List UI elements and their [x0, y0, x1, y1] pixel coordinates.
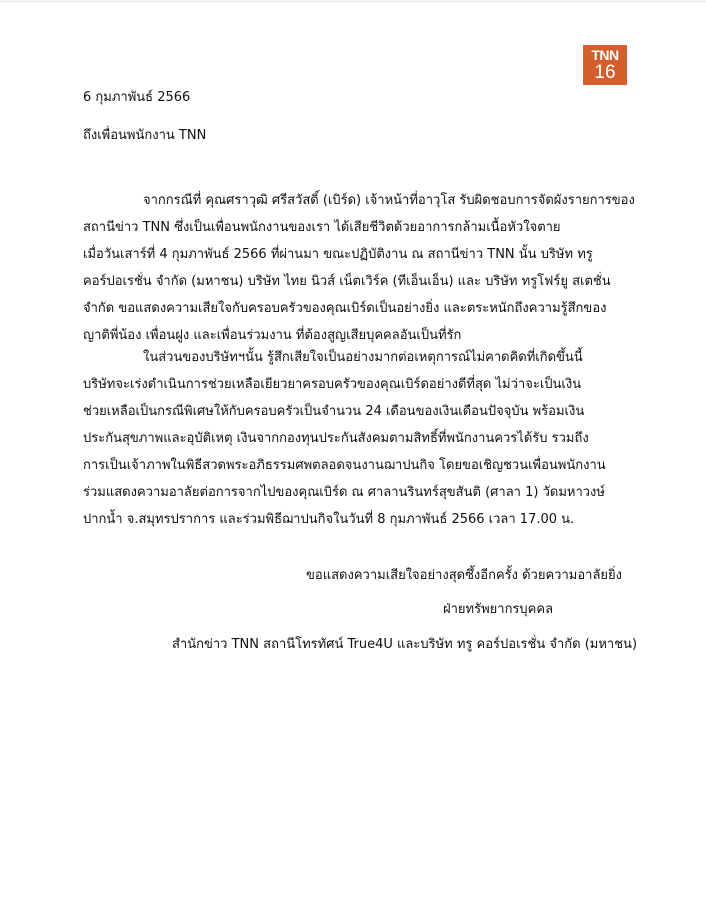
paragraph-line: ญาติพี่น้อง เพื่อนฝูง และเพื่อนร่วมงาน ที่ต้องสูญเสียบุคคลอันเป็นที่รัก: [83, 328, 462, 343]
paragraph-line: ประกันสุขภาพและอุบัติเหตุ เงินจากกองทุนประกันสังคมตามสิทธิ์ที่พนักงานควรได้รับ รวมถึง: [83, 431, 589, 446]
signature-organization: สำนักข่าว TNN สถานีโทรทัศน์ True4U และบริษัท ทรู คอร์ปอเรชั่น จำกัด (มหาชน): [172, 637, 638, 652]
paragraph-line: จำกัด ขอแสดงความเสียใจกับครอบครัวของคุณเบิร์ดเป็นอย่างยิ่ง และตระหนักถึงความรู้สึกของ: [83, 301, 607, 316]
paragraph-line: บริษัทจะเร่งดำเนินการช่วยเหลือเยียวยาครอบครัวของคุณเบิร์ดอย่างดีที่สุด ไม่ว่าจะเป็นเงิน: [83, 377, 582, 392]
page-top-edge: [0, 0, 706, 3]
paragraph-line: สถานีข่าว TNN ซึ่งเป็นเพื่อนพนักงานของเรา ได้เสียชีวิตด้วยอาการกล้ามเนื้อหัวใจตาย: [83, 220, 561, 235]
closing-statement: ขอแสดงความเสียใจอย่างสุดซึ้งอีกครั้ง ด้วยความอาลัยยิ่ง: [306, 568, 622, 583]
paragraph-line: จากกรณีที่ คุณศราวุฒิ ศรีสวัสดิ์ (เบิร์ด) เจ้าหน้าที่อาวุโส รับผิดชอบการจัดผังรายการของ: [143, 193, 635, 208]
paragraph-line: ช่วยเหลือเป็นกรณีพิเศษให้กับครอบครัวเป็นจำนวน 24 เดือนของเงินเดือนปัจจุบัน พร้อมเงิน: [83, 404, 585, 419]
paragraph-line: ร่วมแสดงความอาลัยต่อการจากไปของคุณเบิร์ด ณ ศาลานรินทร์สุขสันติ (ศาลา 1) วัดมหาวงษ์: [83, 485, 605, 500]
paragraph-condolence: [83, 187, 635, 349]
paragraph-line: ปากน้ำ จ.สมุทรปราการ และร่วมพิธีฌาปนกิจในวันที่ 8 กุมภาพันธ์ 2566 เวลา 17.00 น.: [83, 512, 575, 527]
logo-text-channel: 16: [594, 62, 616, 83]
tnn16-logo: [583, 45, 627, 85]
signature-department: ฝ่ายทรัพยากรบุคคล: [443, 602, 554, 617]
letter-date: 6 กุมภาพันธ์ 2566: [83, 90, 191, 105]
paragraph-line: เมื่อวันเสาร์ที่ 4 กุมภาพันธ์ 2566 ที่ผ่านมา ขณะปฏิบัติงาน ณ สถานีข่าว TNN นั้น บริษัท ทรู: [83, 247, 593, 262]
paragraph-line: คอร์ปอเรชั่น จำกัด (มหาชน) บริษัท ไทย นิวส์ เน็ตเวิร์ค (ทีเอ็นเอ็น) และ บริษัท ทรูโฟร์ยู สเตชั่น: [83, 274, 611, 289]
paragraph-line: ในส่วนของบริษัทฯนั้น รู้สึกเสียใจเป็นอย่างมากต่อเหตุการณ์ไม่คาดคิดที่เกิดขึ้นนี้: [143, 350, 583, 365]
logo-text-tnn: TNN: [591, 47, 619, 63]
paragraph-line: การเป็นเจ้าภาพในพิธีสวดพระอภิธรรมศพตลอดจนงานฌาปนกิจ โดยขอเชิญชวนเพื่อนพนักงาน: [83, 458, 606, 473]
letter-greeting: ถึงเพื่อนพนักงาน TNN: [83, 128, 207, 143]
paragraph-support: [83, 344, 623, 533]
